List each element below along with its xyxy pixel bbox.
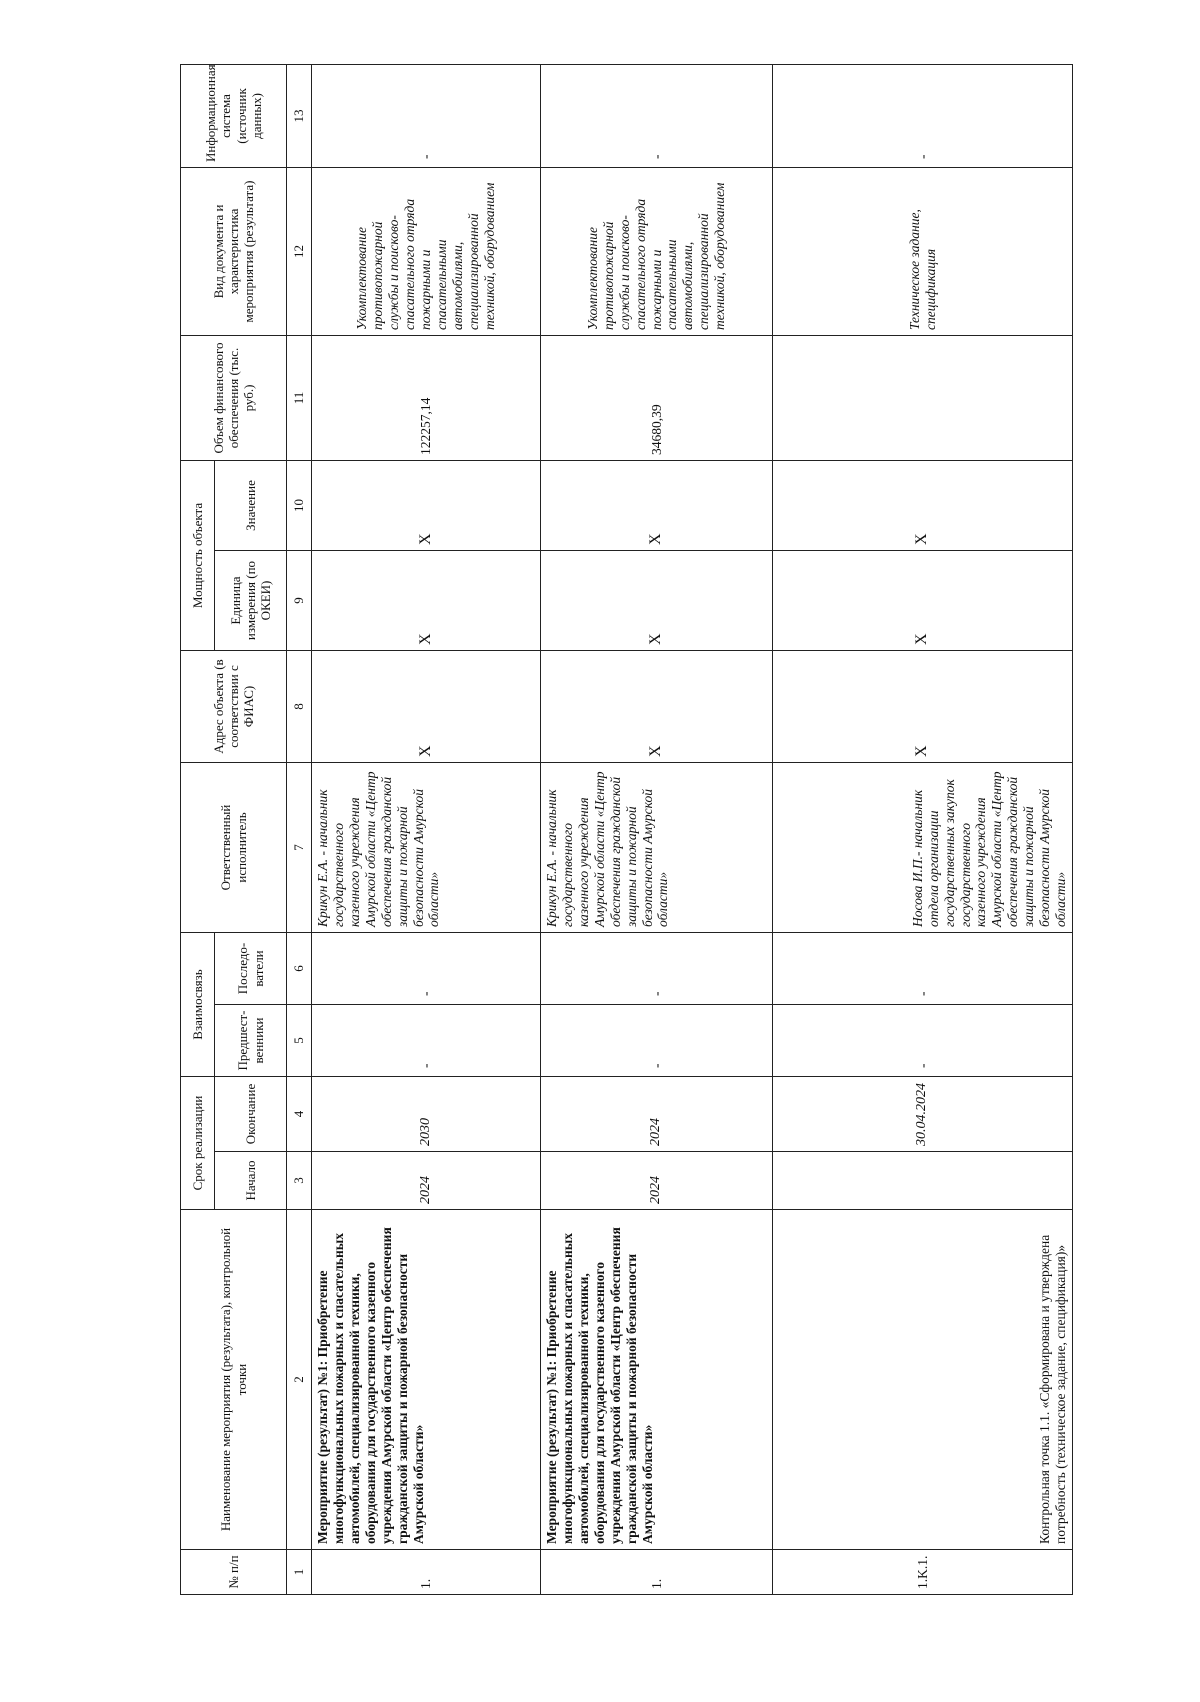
header-power: Мощность объекта <box>181 460 215 650</box>
row-info: - <box>312 64 541 167</box>
header-unit: Единица измерения (по ОКЕИ) <box>215 551 287 651</box>
row-name: Контрольная точка 1.1. «Сформирована и утверждена потребность (техническое задание, спецификация)» <box>773 1210 1073 1550</box>
row-doc: Укомплектование противопожарной службы и поисково-спасательного отряда пожарными и спасательными автомобилями, специализированной техникой, оборудованием <box>541 167 773 335</box>
row-succ: - <box>773 933 1073 1005</box>
header-name: Наименование мероприятия (результата), контрольной точки <box>181 1210 287 1550</box>
col-number: 13 <box>287 64 312 167</box>
table-row <box>773 64 1073 1594</box>
header-addr: Адрес объекта (в соответствии с ФИАС) <box>181 651 287 763</box>
header-doc: Вид документа и характеристика мероприятия (результата) <box>181 167 287 335</box>
row-pred: - <box>312 1005 541 1077</box>
row-resp: Крикун Е.А. - начальник государственного казенного учреждения Амурской области «Центр обеспечения гражданской защиты и пожарной безопасности Амурской области» <box>541 763 773 933</box>
header-num: № п/п <box>181 1550 287 1595</box>
col-number: 8 <box>287 651 312 763</box>
row-value: X <box>773 460 1073 550</box>
col-number: 12 <box>287 167 312 335</box>
row-end: 2024 <box>541 1077 773 1152</box>
col-number: 4 <box>287 1077 312 1152</box>
row-unit: X <box>312 551 541 651</box>
row-addr: X <box>541 651 773 763</box>
row-resp: Носова И.П.- начальник отдела организации государственных закупок государственного казенного учреждения Амурской области «Центр обеспечения гражданской защиты и пожарной безопасности Амурской области» <box>773 763 1073 933</box>
header-value: Значение <box>215 460 287 550</box>
header-term: Срок реализации <box>181 1077 215 1210</box>
header-succ: Последо-ватели <box>215 933 287 1005</box>
column-number-row <box>287 64 312 1594</box>
row-succ: - <box>312 933 541 1005</box>
row-value: X <box>312 460 541 550</box>
row-addr: X <box>773 651 1073 763</box>
row-start: 2024 <box>541 1152 773 1210</box>
row-start <box>773 1152 1073 1210</box>
row-start: 2024 <box>312 1152 541 1210</box>
col-number: 11 <box>287 335 312 460</box>
row-fin <box>773 335 1073 460</box>
row-end: 2030 <box>312 1077 541 1152</box>
col-number: 3 <box>287 1152 312 1210</box>
col-number: 10 <box>287 460 312 550</box>
table-row <box>312 64 541 1594</box>
col-number: 5 <box>287 1005 312 1077</box>
row-end: 30.04.2024 <box>773 1077 1073 1152</box>
header-pred: Предшест-венники <box>215 1005 287 1077</box>
row-doc: Укомплектование противопожарной службы и поисково-спасательного отряда пожарными и спасательными автомобилями, специализированной техникой, оборудованием <box>312 167 541 335</box>
header-info: Информационная система (источник данных) <box>181 64 287 167</box>
col-number: 7 <box>287 763 312 933</box>
row-resp: Крикун Е.А. - начальник государственного казенного учреждения Амурской области «Центр обеспечения гражданской защиты и пожарной безопасности Амурской области» <box>312 763 541 933</box>
row-pred: - <box>773 1005 1073 1077</box>
row-unit: X <box>541 551 773 651</box>
row-doc: Техническое задание, спецификация <box>773 167 1073 335</box>
row-name: Мероприятие (результат) №1: Приобретение многофункциональных пожарных и спасательных автомобилей, специализированной техники, оборудования для государственного казенного учреждения Амурской области «Центр обеспечения гражданской защиты и пожарной безопасности Амурской области» <box>312 1210 541 1550</box>
row-num: 1. <box>541 1550 773 1595</box>
row-num: 1. <box>312 1550 541 1595</box>
row-succ: - <box>541 933 773 1005</box>
row-num: 1.K.1. <box>773 1550 1073 1595</box>
row-addr: X <box>312 651 541 763</box>
header-resp: Ответственный исполнитель <box>181 763 287 933</box>
row-pred: - <box>541 1005 773 1077</box>
plan-table <box>180 64 1073 1595</box>
header-fin: Объем финансового обеспечения (тыс. руб.) <box>181 335 287 460</box>
col-number: 2 <box>287 1210 312 1550</box>
row-info: - <box>541 64 773 167</box>
header-link: Взаимосвязь <box>181 933 215 1077</box>
row-value: X <box>541 460 773 550</box>
row-fin: 122257,14 <box>312 335 541 460</box>
table-row <box>541 64 773 1594</box>
row-fin: 34680,39 <box>541 335 773 460</box>
row-info: - <box>773 64 1073 167</box>
header-start: Начало <box>215 1152 287 1210</box>
row-unit: X <box>773 551 1073 651</box>
row-name: Мероприятие (результат) №1: Приобретение многофункциональных пожарных и спасательных автомобилей, специализированной техники, оборудования для государственного казенного учреждения Амурской области «Центр обеспечения гражданской защиты и пожарной безопасности Амурской области» <box>541 1210 773 1550</box>
rotated-page <box>180 65 1070 1595</box>
col-number: 9 <box>287 551 312 651</box>
header-end: Окончание <box>215 1077 287 1152</box>
col-number: 1 <box>287 1550 312 1595</box>
col-number: 6 <box>287 933 312 1005</box>
